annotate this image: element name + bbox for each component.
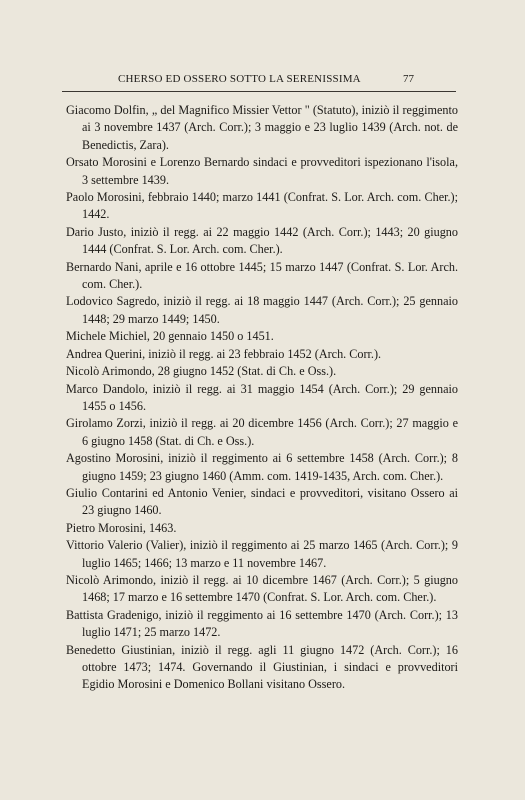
list-item: Michele Michiel, 20 gennaio 1450 o 1451.	[66, 329, 274, 344]
list-item: Nicolò Arimondo, iniziò il regg. ai 10 dicembre 1467 (Arch. Corr.); 5 giugno 1468; 17 marzo e 16 settembre 1470 (Confrat. S. Lor. Arch. com. Cher.).	[66, 572, 458, 605]
list-item: Marco Dandolo, iniziò il regg. ai 31 maggio 1454 (Arch. Corr.); 29 gennaio 1455 o 1456.	[66, 381, 458, 413]
list-item: Lodovico Sagredo, iniziò il regg. ai 18 maggio 1447 (Arch. Corr.); 25 gennaio 1448; 29 marzo 1449; 1450.	[66, 294, 458, 326]
list-item: Benedetto Giustinian, iniziò il regg. agli 11 giugno 1472 (Arch. Corr.); 16 ottobre 1473; 1474. Governando il Giustinian, i sindaci e provveditori Egidio Morosini e Domenico Bollani visitano Ossero.	[66, 642, 458, 692]
list-item: Giulio Contarini ed Antonio Venier, sindaci e provveditori, visitano Ossero ai 23 giugno 1460.	[66, 485, 458, 518]
list-item: Andrea Querini, iniziò il regg. ai 23 febbraio 1452 (Arch. Corr.).	[66, 346, 382, 361]
entry-list	[66, 102, 458, 694]
list-item: Vittorio Valerio (Valier), iniziò il reggimento ai 25 marzo 1465 (Arch. Corr.); 9 luglio 1465; 1466; 13 marzo e 11 novembre 1467.	[66, 538, 458, 570]
list-item: Orsato Morosini e Lorenzo Bernardo sindaci e provveditori ispezionano l'isola, 3 settembre 1439.	[66, 155, 458, 187]
list-item: Nicolò Arimondo, 28 giugno 1452 (Stat. di Ch. e Oss.).	[66, 364, 337, 379]
list-item: Agostino Morosini, iniziò il reggimento ai 6 settembre 1458 (Arch. Corr.); 8 giugno 1459; 23 giugno 1460 (Amm. com. 1419-1435, Arch. com. Cher.).	[66, 451, 458, 483]
list-item: Bernardo Nani, aprile e 16 ottobre 1445; 15 marzo 1447 (Confrat. S. Lor. Arch. com. Cher.).	[66, 259, 458, 292]
page-number: 77	[403, 73, 414, 85]
list-item: Dario Justo, iniziò il regg. ai 22 maggio 1442 (Arch. Corr.); 1443; 20 giugno 1444 (Confrat. S. Lor. Arch. com. Cher.).	[66, 224, 458, 257]
list-item: Giacomo Dolfin, „ del Magnifico Missier Vettor " (Statuto), iniziò il reggimento ai 3 novembre 1437 (Arch. Corr.); 3 maggio e 23 luglio 1439 (Arch. not. de Benedictis, Zara).	[66, 103, 458, 152]
list-item: Battista Gradenigo, iniziò il reggimento ai 16 settembre 1470 (Arch. Corr.); 13 luglio 1471; 25 marzo 1472.	[66, 607, 458, 640]
list-item: Paolo Morosini, febbraio 1440; marzo 1441 (Confrat. S. Lor. Arch. com. Cher.); 1442.	[66, 190, 458, 222]
header-rule	[62, 91, 456, 92]
running-title: CHERSO ED OSSERO SOTTO LA SERENISSIMA	[118, 73, 361, 85]
list-item: Pietro Morosini, 1463.	[66, 520, 177, 535]
list-item: Girolamo Zorzi, iniziò il regg. ai 20 dicembre 1456 (Arch. Corr.); 27 maggio e 6 giugno 1458 (Stat. di Ch. e Oss.).	[66, 416, 458, 448]
